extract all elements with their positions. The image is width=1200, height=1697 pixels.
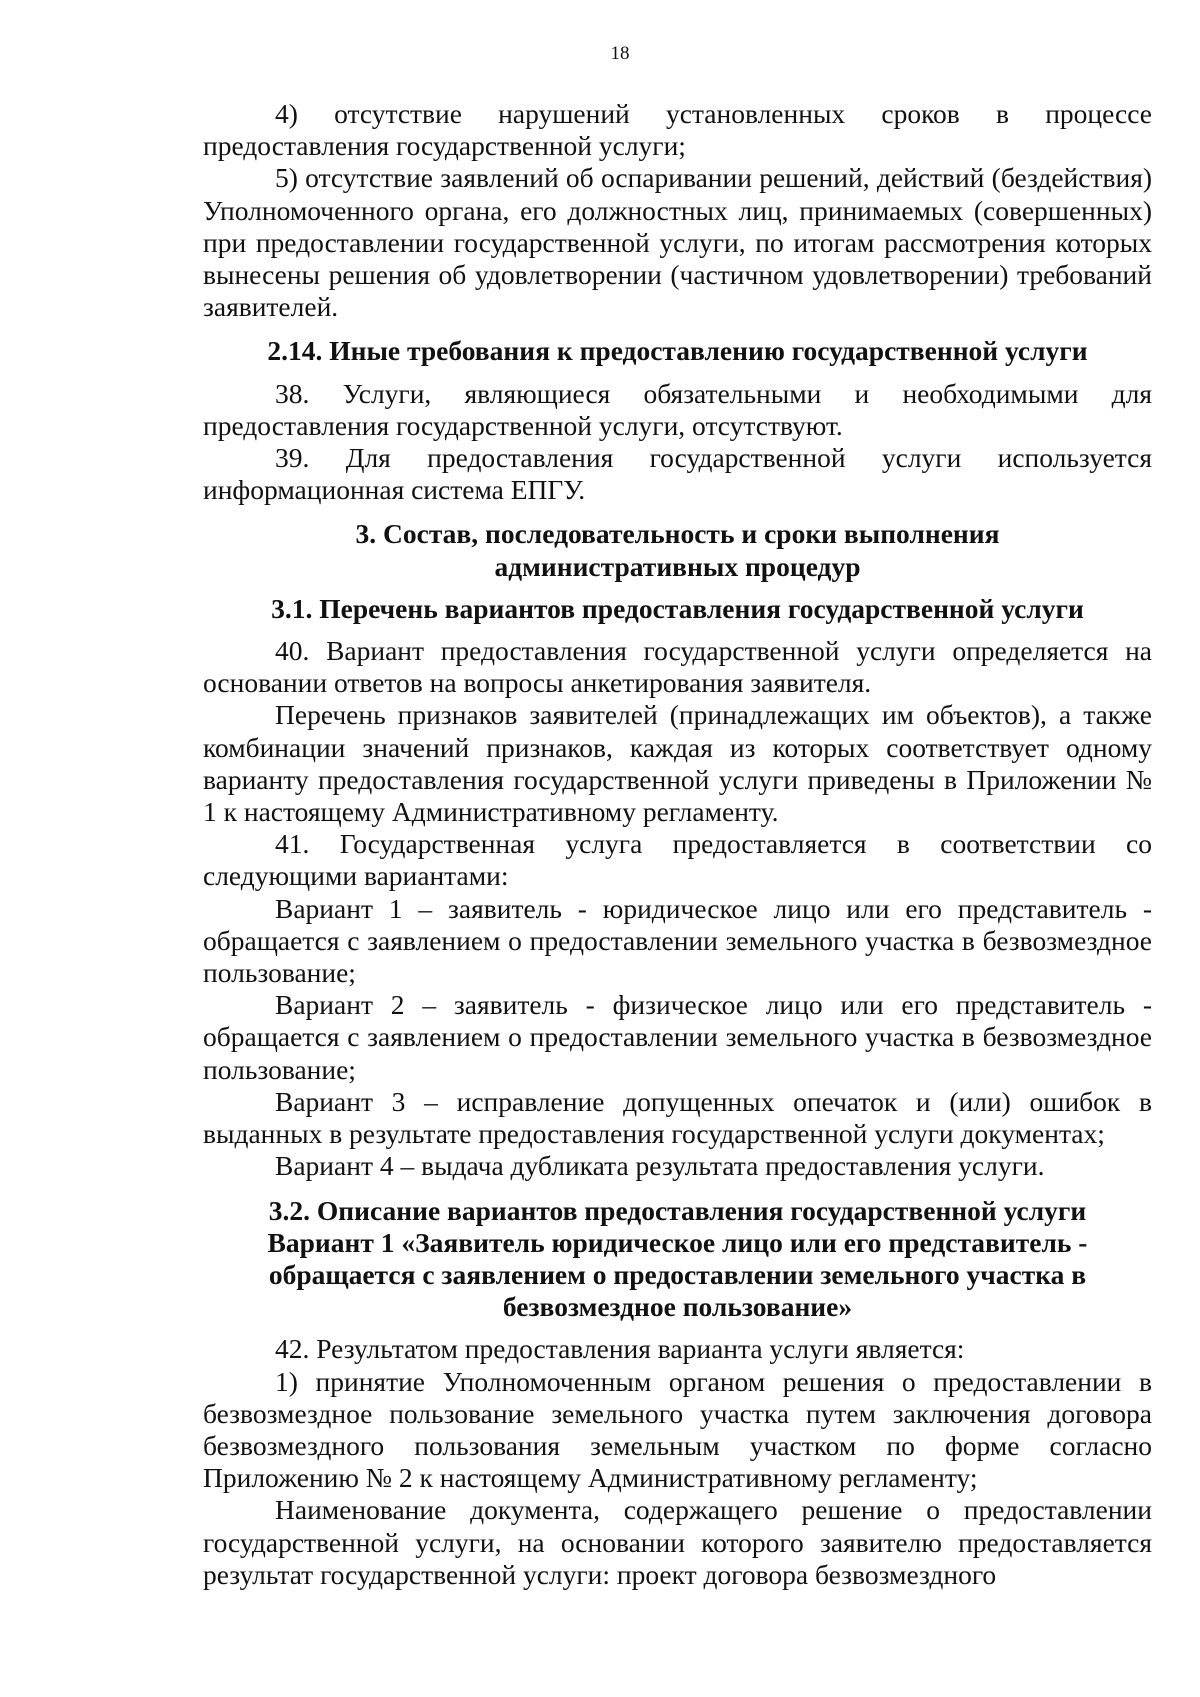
document-body: [203, 98, 1152, 1591]
paragraph-variant-3: Вариант 3 – исправление допущенных опечаток и (или) ошибок в выданных в результате предоставления государственной услуги документах;: [203, 1085, 1152, 1150]
paragraph-42: 42. Результатом предоставления варианта услуги является:: [275, 1333, 965, 1365]
paragraph-document-name: Наименование документа, содержащего решение о предоставлении государственной услуги, на основании которого заявителю предоставляется результат государственной услуги: проект договора безвозмездного: [203, 1494, 1152, 1590]
paragraph-applicant-features: Перечень признаков заявителей (принадлежащих им объектов), а также комбинации значений признаков, каждая из которых соответствует одному варианту предоставления государственной услуги приведены в Приложении № 1 к настоящему Административному регламенту.: [203, 699, 1152, 828]
paragraph-variant-4: Вариант 4 – выдача дубликата результата предоставления услуги.: [275, 1150, 1045, 1182]
section-heading-3-line-1: 3. Состав, последовательность и сроки выполнения: [355, 518, 1000, 550]
section-heading-3-2-line-1: 3.2. Описание вариантов предоставления государственной услуги: [268, 1194, 1087, 1226]
paragraph-39: 39. Для предоставления государственной услуги используется информационная система ЕПГУ.: [203, 442, 1152, 506]
section-heading-3: [203, 518, 1152, 582]
paragraph-38: 38. Услуги, являющиеся обязательными и необходимыми для предоставления государственной услуги, отсутствуют.: [203, 377, 1152, 441]
section-heading-3-2-line-3: обращается с заявлением о предоставлении земельного участка в: [268, 1258, 1087, 1290]
section-heading-3-line-2: административных процедур: [494, 550, 861, 582]
section-heading-3-2-line-2: Вариант 1 «Заявитель юридическое лицо или его представитель -: [267, 1226, 1088, 1258]
paragraph-40: 40. Вариант предоставления государственной услуги определяется на основании ответов на вопросы анкетирования заявителя.: [203, 635, 1152, 699]
section-heading-3-1: 3.1. Перечень вариантов предоставления государственной услуги: [271, 592, 1084, 624]
paragraph-41: 41. Государственная услуга предоставляется в соответствии со следующими вариантами:: [203, 828, 1152, 892]
section-heading-3-2: [203, 1195, 1152, 1324]
paragraph-item-5: 5) отсутствие заявлений об оспаривании решений, действий (бездействия) Уполномоченного органа, его должностных лиц, принимаемых (совершенных) при предоставлении государственной услуги, по итогам рассмотрения которых вынесены решения об удовлетворении (частичном удовлетворении) требований заявителей.: [203, 162, 1152, 323]
section-heading-3-2-line-4: безвозмездное пользование»: [502, 1291, 853, 1323]
section-heading-2-14: 2.14. Иные требования к предоставлению государственной услуги: [267, 335, 1088, 367]
page-number: 18: [610, 43, 630, 64]
paragraph-variant-2: Вариант 2 – заявитель - физическое лицо или его представитель - обращается с заявлением о предоставлении земельного участка в безвозмездное пользование;: [203, 989, 1152, 1085]
paragraph-item-4: 4) отсутствие нарушений установленных сроков в процессе предоставления государственной услуги;: [203, 98, 1152, 162]
paragraph-variant-1: Вариант 1 – заявитель - юридическое лицо или его представитель - обращается с заявлением о предоставлении земельного участка в безвозмездное пользование;: [203, 892, 1152, 989]
paragraph-result-1: 1) принятие Уполномоченным органом решения о предоставлении в безвозмездное пользование земельного участка путем заключения договора безвозмездного пользования земельным участком по форме согласно Приложению № 2 к настоящему Административному регламенту;: [203, 1365, 1152, 1494]
